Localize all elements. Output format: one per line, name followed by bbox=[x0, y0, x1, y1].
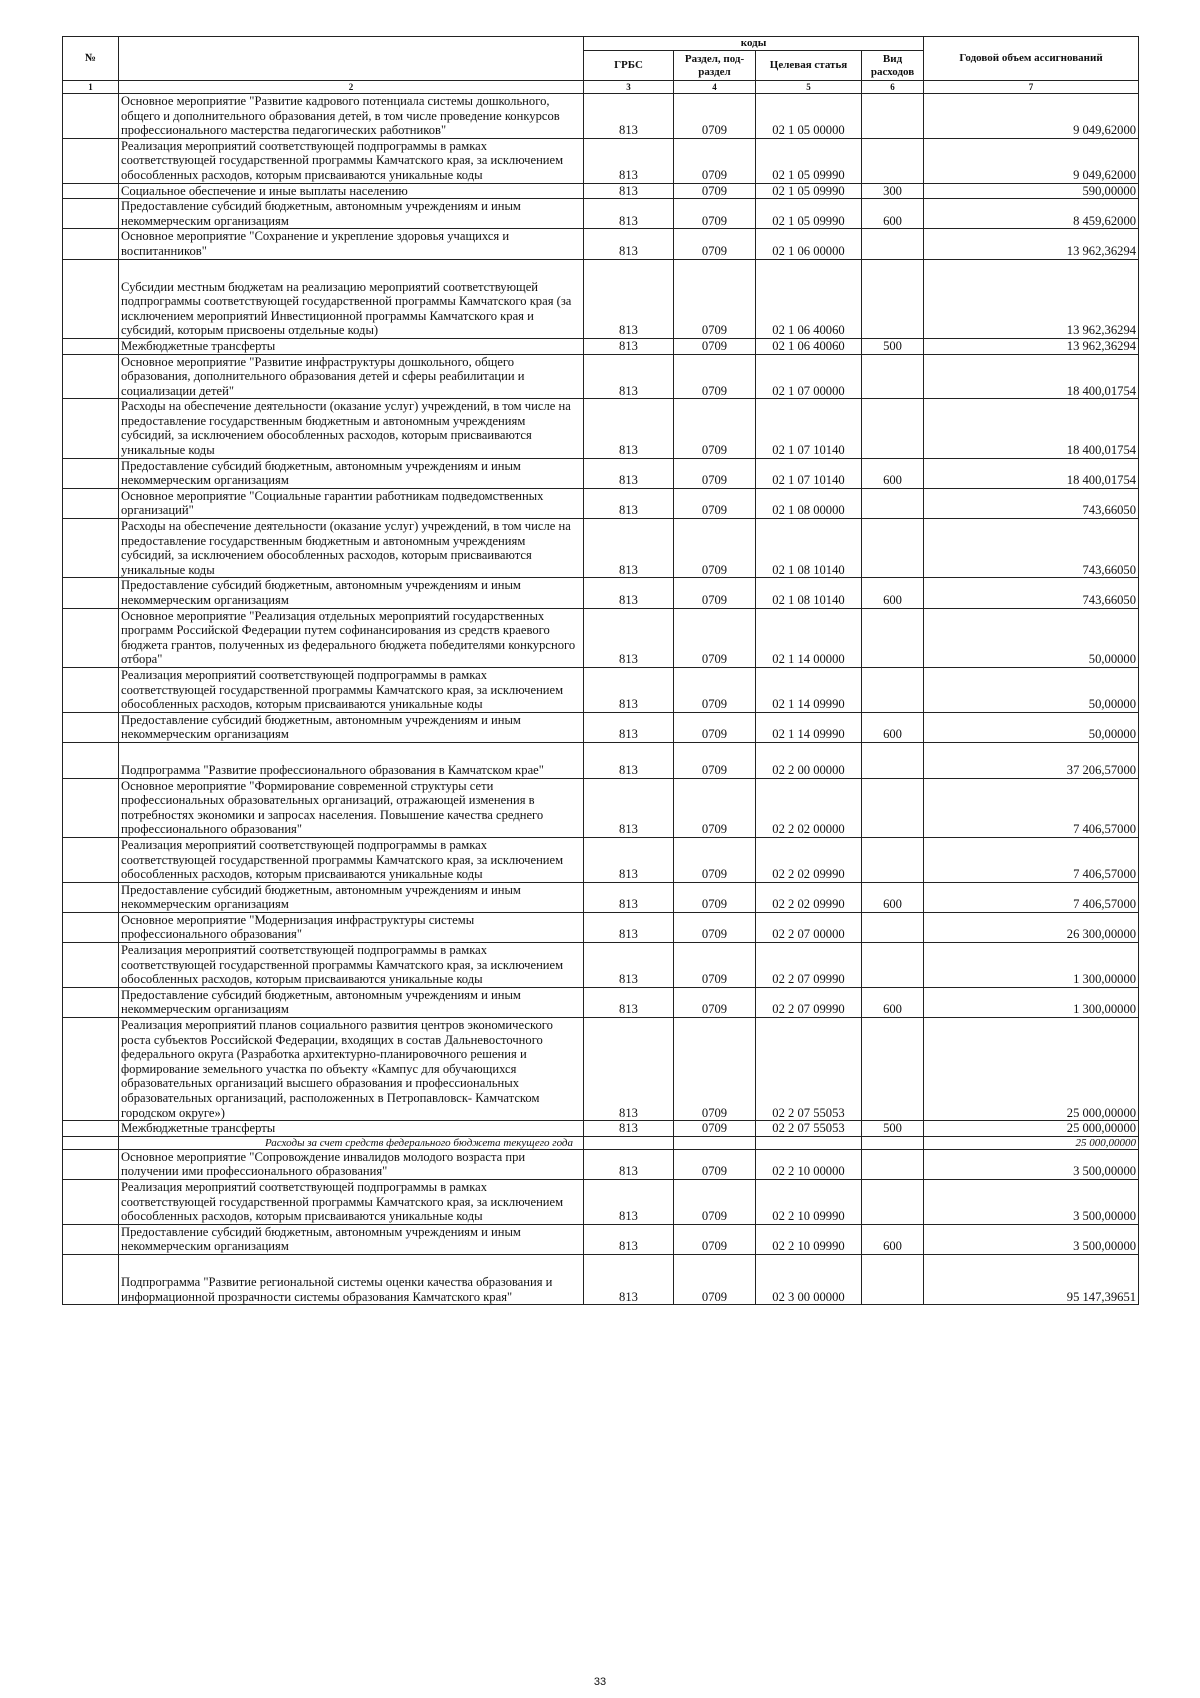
row-number-cell bbox=[63, 94, 119, 139]
row-number-cell bbox=[63, 199, 119, 229]
row-number-cell bbox=[63, 1179, 119, 1224]
header-index: 6 bbox=[862, 81, 924, 94]
table-row bbox=[63, 399, 1139, 458]
table-row bbox=[63, 1254, 1139, 1304]
row-target-cell: 02 2 10 09990 bbox=[756, 1224, 862, 1254]
row-amount-cell: 18 400,01754 bbox=[924, 458, 1139, 488]
table-body bbox=[63, 94, 1139, 1305]
row-number-cell bbox=[63, 399, 119, 458]
table-row bbox=[63, 1018, 1139, 1121]
row-target-cell: 02 1 14 09990 bbox=[756, 667, 862, 712]
row-amount-cell: 3 500,00000 bbox=[924, 1149, 1139, 1179]
row-target-cell: 02 1 05 09990 bbox=[756, 199, 862, 229]
table-row bbox=[63, 519, 1139, 578]
header-name bbox=[119, 37, 584, 81]
row-name-cell: Реализация мероприятий соответствующей подпрограммы в рамках соответствующей государственной программы Камчатского края, за исключением обособленных расходов, которым присваиваются уникальные коды bbox=[119, 943, 584, 988]
row-section-cell: 0709 bbox=[674, 667, 756, 712]
table-row bbox=[63, 778, 1139, 837]
row-name-cell: Расходы на обеспечение деятельности (оказание услуг) учреждений, в том числе на предоставление государственным бюджетным и автономным учреждениям субсидий, за исключением обособленных расходов, которым присваиваются уникальные коды bbox=[119, 399, 584, 458]
row-number-cell bbox=[63, 912, 119, 942]
row-name-cell: Предоставление субсидий бюджетным, автономным учреждениям и иным некоммерческим организациям bbox=[119, 458, 584, 488]
row-expense-type-cell: 600 bbox=[862, 458, 924, 488]
row-section-cell: 0709 bbox=[674, 458, 756, 488]
table-row bbox=[63, 458, 1139, 488]
row-number-cell bbox=[63, 778, 119, 837]
table-row bbox=[63, 259, 1139, 338]
row-section-cell: 0709 bbox=[674, 1179, 756, 1224]
row-target-cell: 02 3 00 00000 bbox=[756, 1254, 862, 1304]
row-name-cell: Межбюджетные трансферты bbox=[119, 1121, 584, 1137]
row-target-cell: 02 1 05 09990 bbox=[756, 138, 862, 183]
row-expense-type-cell: 600 bbox=[862, 1224, 924, 1254]
row-amount-cell: 9 049,62000 bbox=[924, 94, 1139, 139]
row-target-cell: 02 1 06 40060 bbox=[756, 338, 862, 354]
row-amount-cell: 1 300,00000 bbox=[924, 987, 1139, 1017]
row-target-cell: 02 1 14 09990 bbox=[756, 712, 862, 742]
table-row bbox=[63, 94, 1139, 139]
row-name-cell: Предоставление субсидий бюджетным, автономным учреждениям и иным некоммерческим организациям bbox=[119, 882, 584, 912]
table-row bbox=[63, 138, 1139, 183]
row-name-cell: Реализация мероприятий соответствующей подпрограммы в рамках соответствующей государственной программы Камчатского края, за исключением обособленных расходов, которым присваиваются уникальные коды bbox=[119, 138, 584, 183]
table-row bbox=[63, 229, 1139, 259]
row-expense-type-cell bbox=[862, 742, 924, 778]
row-name-cell: Реализация мероприятий планов социального развития центров экономического роста субъектов Российской Федерации, входящих в состав Дальневосточного федерального округа (Разработка архитектурно-планировочного решения и формирование земельного участка по объекту «Кампус для обучающихся образовательных организаций высшего образования и профессиональных образовательных организаций, расположенных в Петропавловск- Камчатском городском округе») bbox=[119, 1018, 584, 1121]
table-row bbox=[63, 987, 1139, 1017]
row-target-cell: 02 1 14 00000 bbox=[756, 608, 862, 667]
row-expense-type-cell bbox=[862, 912, 924, 942]
row-name-cell: Основное мероприятие "Реализация отдельных мероприятий государственных программ Российской Федерации путем софинансирования из средств краевого бюджета грантов, полученных из федерального бюджета победителями конкурсного отбора" bbox=[119, 608, 584, 667]
row-amount-cell: 7 406,57000 bbox=[924, 778, 1139, 837]
row-expense-type-cell: 600 bbox=[862, 199, 924, 229]
row-target-cell: 02 1 06 00000 bbox=[756, 229, 862, 259]
row-grbs-cell: 813 bbox=[584, 882, 674, 912]
row-number-cell bbox=[63, 987, 119, 1017]
row-name-cell: Предоставление субсидий бюджетным, автономным учреждениям и иным некоммерческим организациям bbox=[119, 712, 584, 742]
row-amount-cell: 26 300,00000 bbox=[924, 912, 1139, 942]
row-name-cell: Основное мероприятие "Социальные гарантии работникам подведомственных организаций" bbox=[119, 488, 584, 518]
row-expense-type-cell bbox=[862, 488, 924, 518]
row-expense-type-cell: 500 bbox=[862, 1121, 924, 1137]
row-target-cell: 02 1 08 10140 bbox=[756, 519, 862, 578]
row-grbs-cell: 813 bbox=[584, 183, 674, 199]
row-name-cell: Реализация мероприятий соответствующей подпрограммы в рамках соответствующей государственной программы Камчатского края, за исключением обособленных расходов, которым присваиваются уникальные коды bbox=[119, 1179, 584, 1224]
row-amount-cell: 50,00000 bbox=[924, 608, 1139, 667]
header-section: Раздел, под-раздел bbox=[674, 51, 756, 81]
row-name-cell: Основное мероприятие "Сопровождение инвалидов молодого возраста при получении ими профессионального образования" bbox=[119, 1149, 584, 1179]
row-expense-type-cell bbox=[862, 1136, 924, 1149]
row-number-cell bbox=[63, 712, 119, 742]
row-section-cell: 0709 bbox=[674, 94, 756, 139]
row-target-cell: 02 1 05 09990 bbox=[756, 183, 862, 199]
row-name-cell: Социальное обеспечение и иные выплаты населению bbox=[119, 183, 584, 199]
row-amount-cell: 25 000,00000 bbox=[924, 1136, 1139, 1149]
row-amount-cell: 95 147,39651 bbox=[924, 1254, 1139, 1304]
row-grbs-cell: 813 bbox=[584, 943, 674, 988]
header-target: Целевая статья bbox=[756, 51, 862, 81]
row-section-cell: 0709 bbox=[674, 778, 756, 837]
row-amount-cell: 590,00000 bbox=[924, 183, 1139, 199]
row-target-cell: 02 2 07 55053 bbox=[756, 1018, 862, 1121]
header-grbs: ГРБС bbox=[584, 51, 674, 81]
table-row bbox=[63, 338, 1139, 354]
row-target-cell: 02 1 07 10140 bbox=[756, 399, 862, 458]
row-section-cell: 0709 bbox=[674, 1224, 756, 1254]
row-name-cell: Подпрограмма "Развитие региональной системы оценки качества образования и информационной прозрачности системы образования Камчатского края" bbox=[119, 1254, 584, 1304]
row-amount-cell: 13 962,36294 bbox=[924, 229, 1139, 259]
row-amount-cell: 18 400,01754 bbox=[924, 399, 1139, 458]
row-section-cell: 0709 bbox=[674, 987, 756, 1017]
row-grbs-cell: 813 bbox=[584, 229, 674, 259]
table-row bbox=[63, 882, 1139, 912]
row-grbs-cell: 813 bbox=[584, 1179, 674, 1224]
row-target-cell: 02 2 07 00000 bbox=[756, 912, 862, 942]
row-expense-type-cell bbox=[862, 399, 924, 458]
row-expense-type-cell: 600 bbox=[862, 882, 924, 912]
row-number-cell bbox=[63, 1018, 119, 1121]
row-expense-type-cell: 300 bbox=[862, 183, 924, 199]
row-amount-cell: 50,00000 bbox=[924, 712, 1139, 742]
row-grbs-cell: 813 bbox=[584, 912, 674, 942]
table-row bbox=[63, 608, 1139, 667]
table-row bbox=[63, 578, 1139, 608]
row-section-cell: 0709 bbox=[674, 183, 756, 199]
row-amount-cell: 13 962,36294 bbox=[924, 259, 1139, 338]
row-grbs-cell: 813 bbox=[584, 259, 674, 338]
row-target-cell: 02 2 07 09990 bbox=[756, 943, 862, 988]
row-number-cell bbox=[63, 1254, 119, 1304]
row-grbs-cell: 813 bbox=[584, 778, 674, 837]
row-grbs-cell: 813 bbox=[584, 354, 674, 399]
row-number-cell bbox=[63, 1224, 119, 1254]
row-expense-type-cell bbox=[862, 519, 924, 578]
header-index: 3 bbox=[584, 81, 674, 94]
row-section-cell bbox=[674, 1136, 756, 1149]
row-expense-type-cell: 600 bbox=[862, 578, 924, 608]
row-name-cell: Предоставление субсидий бюджетным, автономным учреждениям и иным некоммерческим организациям bbox=[119, 199, 584, 229]
row-grbs-cell: 813 bbox=[584, 458, 674, 488]
row-target-cell: 02 2 02 09990 bbox=[756, 837, 862, 882]
row-target-cell: 02 1 08 00000 bbox=[756, 488, 862, 518]
row-target-cell: 02 1 07 00000 bbox=[756, 354, 862, 399]
row-amount-cell: 743,66050 bbox=[924, 519, 1139, 578]
row-grbs-cell: 813 bbox=[584, 519, 674, 578]
row-section-cell: 0709 bbox=[674, 338, 756, 354]
row-number-cell bbox=[63, 259, 119, 338]
row-expense-type-cell bbox=[862, 667, 924, 712]
table-row bbox=[63, 1121, 1139, 1137]
row-number-cell bbox=[63, 943, 119, 988]
row-section-cell: 0709 bbox=[674, 199, 756, 229]
row-grbs-cell: 813 bbox=[584, 712, 674, 742]
row-amount-cell: 3 500,00000 bbox=[924, 1224, 1139, 1254]
table-row bbox=[63, 1179, 1139, 1224]
row-amount-cell: 7 406,57000 bbox=[924, 882, 1139, 912]
row-number-cell bbox=[63, 458, 119, 488]
header-index: 1 bbox=[63, 81, 119, 94]
header-amount: Годовой объем ассигнований bbox=[924, 37, 1139, 81]
table-row bbox=[63, 488, 1139, 518]
row-name-cell: Основное мероприятие "Развитие кадрового потенциала системы дошкольного, общего и дополнительного образования детей, в том числе проведение конкурсов профессионального мастерства педагогических работников" bbox=[119, 94, 584, 139]
row-number-cell bbox=[63, 183, 119, 199]
row-target-cell: 02 2 02 00000 bbox=[756, 778, 862, 837]
row-name-cell: Основное мероприятие "Модернизация инфраструктуры системы профессионального образования" bbox=[119, 912, 584, 942]
row-target-cell: 02 1 07 10140 bbox=[756, 458, 862, 488]
row-grbs-cell: 813 bbox=[584, 578, 674, 608]
row-grbs-cell: 813 bbox=[584, 199, 674, 229]
row-amount-cell: 743,66050 bbox=[924, 488, 1139, 518]
row-section-cell: 0709 bbox=[674, 488, 756, 518]
row-target-cell: 02 2 00 00000 bbox=[756, 742, 862, 778]
header-number: № bbox=[63, 37, 119, 81]
row-amount-cell: 9 049,62000 bbox=[924, 138, 1139, 183]
row-expense-type-cell bbox=[862, 138, 924, 183]
row-amount-cell: 1 300,00000 bbox=[924, 943, 1139, 988]
row-name-cell: Субсидии местным бюджетам на реализацию мероприятий соответствующей подпрограммы соответствующей государственной программы Камчатского края (за исключением мероприятий Инвестиционной программы Камчатского края и субсидий, которым присвоены отдельные коды) bbox=[119, 259, 584, 338]
row-section-cell: 0709 bbox=[674, 259, 756, 338]
row-section-cell: 0709 bbox=[674, 912, 756, 942]
row-expense-type-cell: 600 bbox=[862, 712, 924, 742]
header-index: 2 bbox=[119, 81, 584, 94]
row-grbs-cell: 813 bbox=[584, 1224, 674, 1254]
row-section-cell: 0709 bbox=[674, 138, 756, 183]
row-amount-cell: 37 206,57000 bbox=[924, 742, 1139, 778]
row-name-cell: Предоставление субсидий бюджетным, автономным учреждениям и иным некоммерческим организациям bbox=[119, 1224, 584, 1254]
row-section-cell: 0709 bbox=[674, 943, 756, 988]
row-amount-cell: 18 400,01754 bbox=[924, 354, 1139, 399]
row-section-cell: 0709 bbox=[674, 519, 756, 578]
row-expense-type-cell bbox=[862, 259, 924, 338]
row-expense-type-cell bbox=[862, 778, 924, 837]
row-amount-cell: 3 500,00000 bbox=[924, 1179, 1139, 1224]
row-section-cell: 0709 bbox=[674, 712, 756, 742]
row-name-cell: Подпрограмма "Развитие профессионального образования в Камчатском крае" bbox=[119, 742, 584, 778]
row-section-cell: 0709 bbox=[674, 399, 756, 458]
row-expense-type-cell bbox=[862, 1254, 924, 1304]
row-number-cell bbox=[63, 578, 119, 608]
table-row bbox=[63, 1224, 1139, 1254]
row-grbs-cell: 813 bbox=[584, 667, 674, 712]
table-row bbox=[63, 667, 1139, 712]
row-name-cell: Предоставление субсидий бюджетным, автономным учреждениям и иным некоммерческим организациям bbox=[119, 578, 584, 608]
row-expense-type-cell bbox=[862, 608, 924, 667]
row-name-cell: Предоставление субсидий бюджетным, автономным учреждениям и иным некоммерческим организациям bbox=[119, 987, 584, 1017]
table-row bbox=[63, 712, 1139, 742]
header-codes-group: коды bbox=[584, 37, 924, 51]
row-name-cell: Основное мероприятие "Сохранение и укрепление здоровья учащихся и воспитанников" bbox=[119, 229, 584, 259]
row-expense-type-cell bbox=[862, 1018, 924, 1121]
row-section-cell: 0709 bbox=[674, 354, 756, 399]
row-name-cell: Расходы на обеспечение деятельности (оказание услуг) учреждений, в том числе на предоставление государственным бюджетным и автономным учреждениям субсидий, за исключением обособленных расходов, которым присваиваются уникальные коды bbox=[119, 519, 584, 578]
table-row bbox=[63, 199, 1139, 229]
budget-sheet bbox=[62, 36, 1138, 1305]
table-row bbox=[63, 912, 1139, 942]
header-index: 5 bbox=[756, 81, 862, 94]
row-number-cell bbox=[63, 608, 119, 667]
row-number-cell bbox=[63, 138, 119, 183]
row-expense-type-cell bbox=[862, 1149, 924, 1179]
row-target-cell: 02 1 06 40060 bbox=[756, 259, 862, 338]
table-row bbox=[63, 943, 1139, 988]
row-amount-cell: 13 962,36294 bbox=[924, 338, 1139, 354]
header-expense-type: Вид расходов bbox=[862, 51, 924, 81]
row-name-cell: Межбюджетные трансферты bbox=[119, 338, 584, 354]
header-index: 4 bbox=[674, 81, 756, 94]
row-target-cell: 02 1 08 10140 bbox=[756, 578, 862, 608]
table-row bbox=[63, 1149, 1139, 1179]
table-row bbox=[63, 354, 1139, 399]
row-section-cell: 0709 bbox=[674, 1018, 756, 1121]
row-name-cell: Основное мероприятие "Развитие инфраструктуры дошкольного, общего образования, дополнительного образования детей и сферы реабилитации и социализации детей" bbox=[119, 354, 584, 399]
table-header bbox=[63, 37, 1139, 94]
row-number-cell bbox=[63, 1149, 119, 1179]
row-name-cell: Основное мероприятие "Формирование современной структуры сети профессиональных образовательных организаций, отражающей изменения в потребностях экономики и запросах населения. Повышение качества среднего профессионального образования" bbox=[119, 778, 584, 837]
row-expense-type-cell bbox=[862, 1179, 924, 1224]
row-amount-cell: 8 459,62000 bbox=[924, 199, 1139, 229]
row-number-cell bbox=[63, 837, 119, 882]
row-grbs-cell bbox=[584, 1136, 674, 1149]
row-grbs-cell: 813 bbox=[584, 488, 674, 518]
row-expense-type-cell: 500 bbox=[862, 338, 924, 354]
row-expense-type-cell bbox=[862, 94, 924, 139]
row-amount-cell: 25 000,00000 bbox=[924, 1121, 1139, 1137]
row-grbs-cell: 813 bbox=[584, 338, 674, 354]
row-grbs-cell: 813 bbox=[584, 742, 674, 778]
row-expense-type-cell bbox=[862, 837, 924, 882]
row-expense-type-cell: 600 bbox=[862, 987, 924, 1017]
table-row bbox=[63, 183, 1139, 199]
row-section-cell: 0709 bbox=[674, 1121, 756, 1137]
row-section-cell: 0709 bbox=[674, 837, 756, 882]
page-number: 33 bbox=[593, 1676, 607, 1688]
row-section-cell: 0709 bbox=[674, 229, 756, 259]
row-section-cell: 0709 bbox=[674, 1254, 756, 1304]
row-grbs-cell: 813 bbox=[584, 608, 674, 667]
row-number-cell bbox=[63, 1121, 119, 1137]
row-grbs-cell: 813 bbox=[584, 1149, 674, 1179]
row-expense-type-cell bbox=[862, 354, 924, 399]
row-amount-cell: 7 406,57000 bbox=[924, 837, 1139, 882]
row-expense-type-cell bbox=[862, 943, 924, 988]
row-number-cell bbox=[63, 229, 119, 259]
row-target-cell: 02 1 05 00000 bbox=[756, 94, 862, 139]
header-index: 7 bbox=[924, 81, 1139, 94]
table-row bbox=[63, 742, 1139, 778]
budget-table bbox=[62, 36, 1139, 1305]
row-target-cell: 02 2 10 09990 bbox=[756, 1179, 862, 1224]
row-target-cell: 02 2 10 00000 bbox=[756, 1149, 862, 1179]
row-name-cell: Реализация мероприятий соответствующей подпрограммы в рамках соответствующей государственной программы Камчатского края, за исключением обособленных расходов, которым присваиваются уникальные коды bbox=[119, 837, 584, 882]
row-number-cell bbox=[63, 519, 119, 578]
row-target-cell bbox=[756, 1136, 862, 1149]
row-target-cell: 02 2 07 09990 bbox=[756, 987, 862, 1017]
row-grbs-cell: 813 bbox=[584, 1121, 674, 1137]
row-amount-cell: 25 000,00000 bbox=[924, 1018, 1139, 1121]
row-grbs-cell: 813 bbox=[584, 837, 674, 882]
row-amount-cell: 743,66050 bbox=[924, 578, 1139, 608]
row-grbs-cell: 813 bbox=[584, 94, 674, 139]
row-section-cell: 0709 bbox=[674, 1149, 756, 1179]
row-grbs-cell: 813 bbox=[584, 1018, 674, 1121]
row-number-cell bbox=[63, 667, 119, 712]
row-target-cell: 02 2 02 09990 bbox=[756, 882, 862, 912]
row-number-cell bbox=[63, 882, 119, 912]
row-grbs-cell: 813 bbox=[584, 138, 674, 183]
row-number-cell bbox=[63, 488, 119, 518]
row-number-cell bbox=[63, 354, 119, 399]
row-section-cell: 0709 bbox=[674, 742, 756, 778]
row-name-cell: Расходы за счет средств федерального бюджета текущего года bbox=[119, 1136, 584, 1149]
row-section-cell: 0709 bbox=[674, 882, 756, 912]
row-grbs-cell: 813 bbox=[584, 1254, 674, 1304]
row-section-cell: 0709 bbox=[674, 608, 756, 667]
row-amount-cell: 50,00000 bbox=[924, 667, 1139, 712]
row-grbs-cell: 813 bbox=[584, 987, 674, 1017]
row-number-cell bbox=[63, 338, 119, 354]
table-row bbox=[63, 837, 1139, 882]
row-target-cell: 02 2 07 55053 bbox=[756, 1121, 862, 1137]
row-expense-type-cell bbox=[862, 229, 924, 259]
row-number-cell bbox=[63, 1136, 119, 1149]
row-grbs-cell: 813 bbox=[584, 399, 674, 458]
table-row bbox=[63, 1136, 1139, 1149]
row-number-cell bbox=[63, 742, 119, 778]
row-section-cell: 0709 bbox=[674, 578, 756, 608]
row-name-cell: Реализация мероприятий соответствующей подпрограммы в рамках соответствующей государственной программы Камчатского края, за исключением обособленных расходов, которым присваиваются уникальные коды bbox=[119, 667, 584, 712]
